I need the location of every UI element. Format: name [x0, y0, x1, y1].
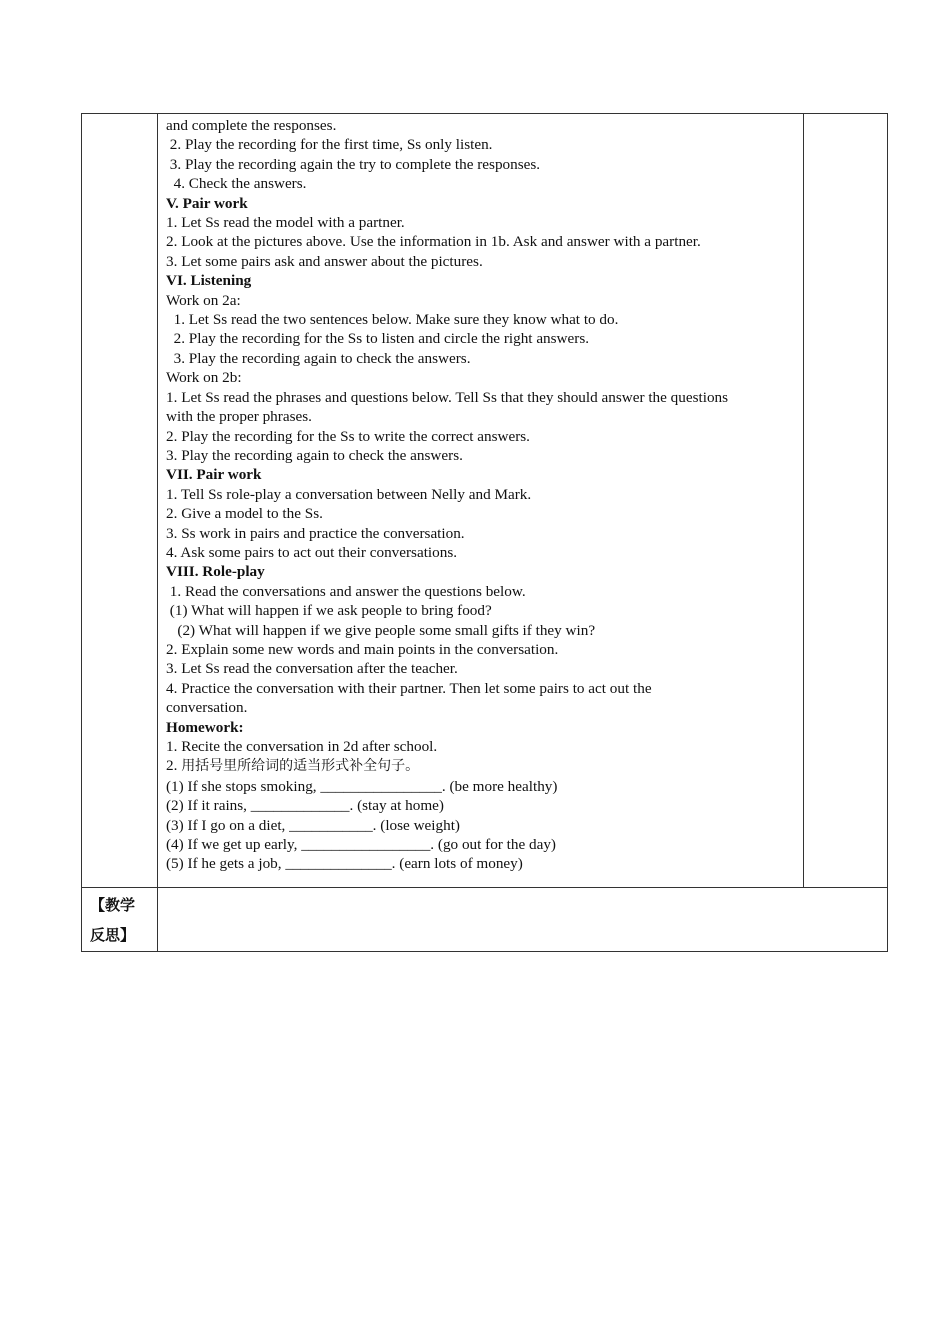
procedure-line: 1. Tell Ss role-play a conversation between Nelly and Mark.	[166, 485, 532, 503]
procedure-line: 3. Let some pairs ask and answer about the pictures.	[166, 252, 483, 270]
section-heading: VI. Listening	[166, 272, 252, 290]
reflection-row	[82, 888, 888, 952]
homework-exercise: (4) If we get up early, _________________. (go out for the day)	[166, 836, 556, 854]
section-heading: Homework:	[166, 718, 244, 736]
procedure-line: 3. Play the recording again the try to complete the responses.	[166, 155, 541, 173]
procedure-line: 3. Play the recording again to check the answers.	[166, 446, 463, 464]
procedure-line: conversation.	[166, 699, 248, 717]
reflection-label-line1: 【教学	[90, 896, 136, 914]
lesson-plan-table	[81, 113, 888, 952]
procedure-line: 4. Check the answers.	[166, 175, 307, 193]
procedure-row	[82, 114, 888, 888]
procedure-line: 1. Read the conversations and answer the questions below.	[166, 582, 526, 600]
procedure-lines	[166, 116, 803, 756]
procedure-line: 1. Recite the conversation in 2d after school.	[166, 738, 438, 755]
homework-item-2-prefix: 2.	[166, 757, 182, 775]
reflection-label	[82, 888, 158, 952]
procedure-line: 2. Play the recording for the first time, Ss only listen.	[166, 136, 493, 154]
section-heading: VIII. Role-play	[166, 563, 265, 581]
homework-exercise: (5) If he gets a job, ______________. (earn lots of money)	[166, 855, 523, 873]
procedure-line: with the proper phrases.	[166, 408, 312, 426]
procedure-line: 2. Play the recording for the Ss to write the correct answers.	[166, 427, 530, 445]
procedure-line: Work on 2b:	[166, 369, 242, 387]
section-heading: V. Pair work	[166, 194, 248, 212]
procedure-line: 3. Let Ss read the conversation after the teacher.	[166, 660, 458, 678]
procedure-line: Work on 2a:	[166, 291, 241, 309]
procedure-cell	[158, 114, 804, 888]
left-label-cell	[82, 114, 158, 888]
procedure-line: (1) What will happen if we ask people to bring food?	[166, 602, 492, 620]
homework-item-2-chinese: 用括号里所给词的适当形式补全句子。	[181, 758, 420, 775]
procedure-line: 1. Let Ss read the model with a partner.	[166, 214, 405, 232]
procedure-line: 3. Play the recording again to check the answers.	[166, 349, 471, 367]
section-heading: VII. Pair work	[166, 466, 262, 484]
procedure-line: 2. Explain some new words and main points in the conversation.	[166, 640, 559, 658]
right-notes-cell	[804, 114, 888, 888]
procedure-line: 2. Give a model to the Ss.	[166, 505, 323, 523]
procedure-content	[158, 114, 803, 874]
procedure-line: 1. Let Ss read the two sentences below. Make sure they know what to do.	[166, 311, 619, 329]
procedure-line: 1. Let Ss read the phrases and questions below. Tell Ss that they should answer the questions	[166, 388, 729, 406]
homework-item-2	[166, 756, 803, 776]
homework-exercise: (3) If I go on a diet, ___________. (lose weight)	[166, 816, 460, 834]
procedure-line: 2. Look at the pictures above. Use the information in 1b. Ask and answer with a partner.	[166, 233, 701, 251]
homework-exercises	[166, 777, 803, 874]
procedure-line: 4. Practice the conversation with their partner. Then let some pairs to act out the	[166, 679, 652, 697]
procedure-line: (2) What will happen if we give people some small gifts if they win?	[166, 621, 596, 639]
homework-exercise: (1) If she stops smoking, ________________. (be more healthy)	[166, 777, 558, 795]
procedure-line: 3. Ss work in pairs and practice the conversation.	[166, 524, 465, 542]
procedure-line: 4. Ask some pairs to act out their conversations.	[166, 543, 458, 561]
procedure-line: and complete the responses.	[166, 117, 337, 134]
procedure-line: 2. Play the recording for the Ss to listen and circle the right answers.	[166, 330, 590, 348]
reflection-label-line2: 反思】	[90, 926, 136, 944]
reflection-body[interactable]	[158, 888, 888, 952]
lesson-plan-sheet	[81, 113, 887, 952]
homework-exercise: (2) If it rains, _____________. (stay at home)	[166, 797, 444, 815]
